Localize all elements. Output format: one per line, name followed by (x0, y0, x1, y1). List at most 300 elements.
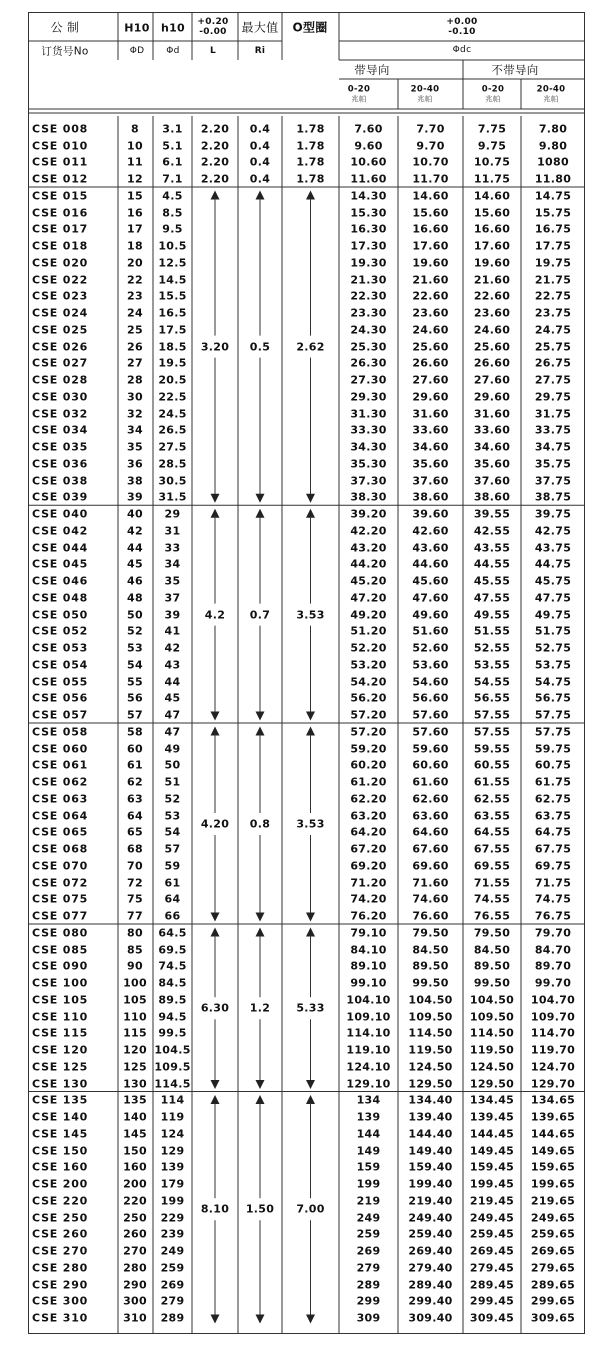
dc-with-guide-0-20: 47.20 (350, 591, 387, 605)
dc-with-guide-20-40: 71.60 (412, 876, 449, 890)
dc-with-guide-0-20: 59.20 (350, 742, 387, 756)
dc-with-guide-20-40: 69.60 (412, 859, 449, 873)
dc-without-guide-20-40: 57.75 (534, 708, 572, 722)
dc-without-guide-0-20: 76.55 (473, 909, 511, 923)
dc-with-guide-0-20: 84.10 (350, 943, 387, 957)
dc-with-guide-0-20: 9.60 (354, 139, 383, 153)
dc-without-guide-20-40: 104.70 (530, 993, 576, 1007)
d-value: 139 (160, 1160, 185, 1174)
span-arrow-down (306, 1080, 315, 1089)
dc-with-guide-20-40: 109.50 (408, 1010, 453, 1024)
subcol-range: 0-20 (481, 84, 505, 95)
dc-without-guide-20-40: 289.65 (530, 1278, 576, 1292)
dc-with-guide-20-40: 11.70 (412, 172, 449, 186)
d-value: 10.5 (158, 239, 187, 253)
dc-without-guide-20-40: 49.75 (534, 608, 572, 622)
dc-with-guide-20-40: 144.40 (408, 1127, 453, 1141)
dc-without-guide-20-40: 199.65 (530, 1177, 576, 1191)
dc-without-guide-20-40: 114.70 (530, 1026, 576, 1040)
order-code: CSE 015 (32, 189, 89, 203)
D-value: 16 (127, 206, 143, 220)
dc-with-guide-20-40: 54.60 (412, 675, 449, 689)
dc-with-guide-0-20: 23.30 (350, 306, 387, 320)
dc-without-guide-20-40: 44.75 (534, 557, 572, 571)
dc-without-guide-0-20: 71.55 (473, 876, 511, 890)
dc-with-guide-0-20: 27.30 (350, 373, 387, 387)
oring-group-value: 7.00 (296, 1202, 325, 1216)
d-value: 259 (160, 1261, 185, 1275)
dc-without-guide-0-20: 35.60 (473, 457, 511, 471)
dc-with-guide-20-40: 139.40 (408, 1110, 453, 1124)
span-arrow-up (256, 928, 265, 937)
dc-with-guide-0-20: 29.30 (350, 390, 387, 404)
dc-with-guide-0-20: 144 (356, 1127, 381, 1141)
dc-with-guide-0-20: 63.20 (350, 809, 387, 823)
span-arrow-down (306, 494, 315, 503)
ri-group-value: 0.4 (249, 155, 271, 169)
dc-without-guide-20-40: 33.75 (534, 423, 572, 437)
L-group-value: 2.20 (200, 155, 230, 169)
dc-without-guide-0-20: 109.50 (469, 1010, 515, 1024)
order-code: CSE 062 (32, 775, 89, 789)
order-code: CSE 300 (32, 1294, 89, 1308)
dc-with-guide-20-40: 57.60 (412, 708, 449, 722)
span-arrow-down (256, 1315, 265, 1324)
order-code: CSE 100 (32, 976, 89, 990)
span-arrow-down (256, 1080, 265, 1089)
D-value: 110 (123, 1010, 147, 1024)
span-arrow-down (256, 913, 265, 922)
dc-without-guide-20-40: 99.70 (534, 976, 572, 990)
d-value: 52 (164, 792, 181, 806)
dc-with-guide-20-40: 51.60 (412, 624, 449, 638)
dc-without-guide-20-40: 64.75 (534, 825, 572, 839)
dc-without-guide-20-40: 56.75 (534, 691, 572, 705)
D-value: 290 (123, 1278, 147, 1292)
dc-with-guide-0-20: 219 (356, 1194, 381, 1208)
order-code: CSE 044 (32, 541, 89, 555)
subcol-unit: 兆帕 (417, 94, 433, 104)
dc-without-guide-20-40: 21.75 (534, 273, 572, 287)
D-value: 310 (123, 1311, 147, 1325)
D-value: 50 (127, 608, 143, 622)
order-code: CSE 250 (32, 1211, 89, 1225)
dc-without-guide-0-20: 61.55 (473, 775, 511, 789)
order-code: CSE 058 (32, 725, 89, 739)
dc-without-guide-0-20: 139.45 (469, 1110, 515, 1124)
dc-without-guide-0-20: 119.50 (469, 1043, 515, 1057)
order-code: CSE 027 (32, 356, 89, 370)
dc-with-guide-0-20: 21.30 (350, 273, 387, 287)
dc-with-guide-20-40: 37.60 (412, 474, 449, 488)
dc-without-guide-20-40: 144.65 (530, 1127, 576, 1141)
dc-with-guide-20-40: 9.70 (416, 139, 445, 153)
dc-without-guide-20-40: 54.75 (534, 675, 572, 689)
D-value: 105 (123, 993, 147, 1007)
dc-with-guide-20-40: 53.60 (412, 658, 449, 672)
dc-without-guide-0-20: 45.55 (473, 574, 511, 588)
dc-without-guide-20-40: 61.75 (534, 775, 572, 789)
order-code: CSE 040 (32, 507, 89, 521)
order-code: CSE 050 (32, 608, 89, 622)
dc-without-guide-20-40: 34.75 (534, 440, 572, 454)
dc-with-guide-20-40: 63.60 (412, 809, 449, 823)
order-code: CSE 036 (32, 457, 89, 471)
d-value: 289 (160, 1311, 185, 1325)
dc-with-guide-20-40: 45.60 (412, 574, 449, 588)
order-code: CSE 057 (32, 708, 89, 722)
dc-with-guide-0-20: 14.30 (350, 189, 387, 203)
dc-with-guide-0-20: 19.30 (350, 256, 387, 270)
order-code: CSE 125 (32, 1060, 89, 1074)
dc-without-guide-20-40: 15.75 (534, 206, 572, 220)
d-value: 24.5 (158, 407, 187, 421)
dc-without-guide-0-20: 104.50 (469, 993, 515, 1007)
dc-without-guide-0-20: 299.45 (469, 1294, 515, 1308)
dc-column-header: Φdc (452, 45, 472, 55)
oring-header: O型圈 (292, 20, 328, 35)
dc-without-guide-0-20: 9.75 (477, 139, 507, 153)
dc-with-guide-20-40: 129.50 (408, 1077, 453, 1091)
dc-with-guide-0-20: 64.20 (350, 825, 387, 839)
d-value: 5.1 (162, 139, 183, 153)
dc-without-guide-20-40: 47.75 (534, 591, 572, 605)
order-code: CSE 018 (32, 239, 89, 253)
D-value: 10 (127, 139, 143, 153)
dc-with-guide-0-20: 53.20 (350, 658, 387, 672)
dc-with-guide-20-40: 104.50 (408, 993, 453, 1007)
dc-without-guide-20-40: 89.70 (534, 959, 572, 973)
dc-without-guide-0-20: 37.60 (473, 474, 511, 488)
d-value: 49 (164, 742, 181, 756)
span-arrow-down (211, 913, 220, 922)
order-code: CSE 017 (32, 222, 89, 236)
dc-without-guide-20-40: 119.70 (530, 1043, 576, 1057)
oring-group-value: 2.62 (296, 340, 325, 354)
dc-with-guide-0-20: 199 (356, 1177, 381, 1191)
dc-without-guide-0-20: 129.50 (469, 1077, 515, 1091)
d-value: 30.5 (158, 474, 187, 488)
order-code: CSE 064 (32, 809, 89, 823)
order-code: CSE 077 (32, 909, 89, 923)
dc-without-guide-0-20: 74.55 (473, 892, 511, 906)
L-column-header: L (209, 46, 217, 56)
subcol-unit: 兆帕 (485, 94, 501, 104)
d-value: 33 (164, 541, 181, 555)
dc-without-guide-20-40: 39.75 (534, 507, 572, 521)
dc-without-guide-0-20: 279.45 (469, 1261, 515, 1275)
dc-with-guide-0-20: 269 (356, 1244, 381, 1258)
d-value: 15.5 (158, 289, 187, 303)
dc-with-guide-20-40: 47.60 (412, 591, 449, 605)
d-value: 61 (164, 876, 181, 890)
dc-with-guide-20-40: 199.40 (408, 1177, 453, 1191)
order-code: CSE 105 (32, 993, 89, 1007)
oring-group-value: 1.78 (296, 139, 325, 153)
dc-with-guide-0-20: 31.30 (350, 407, 387, 421)
d-value: 66 (164, 909, 181, 923)
order-code: CSE 220 (32, 1194, 89, 1208)
d-value: 59 (164, 859, 181, 873)
D-value: 26 (127, 340, 143, 354)
dc-without-guide-0-20: 39.55 (473, 507, 511, 521)
d-value: 239 (160, 1227, 185, 1241)
dc-without-guide-20-40: 124.70 (530, 1060, 576, 1074)
D-value: 77 (127, 909, 143, 923)
dc-without-guide-0-20: 22.60 (473, 289, 511, 303)
dc-without-guide-0-20: 52.55 (473, 641, 511, 655)
order-code: CSE 045 (32, 557, 89, 571)
dc-without-guide-0-20: 38.60 (473, 490, 511, 504)
D-value: 12 (127, 172, 143, 186)
oring-group-value: 5.33 (296, 1001, 325, 1015)
D-value: 17 (127, 222, 143, 236)
L-tolerance-lower: -0.00 (199, 27, 227, 37)
order-code: CSE 026 (32, 340, 89, 354)
dc-without-guide-0-20: 15.60 (473, 206, 511, 220)
span-arrow-up (306, 727, 315, 736)
subcol-range: 0-20 (347, 84, 371, 95)
span-arrow-up (211, 727, 220, 736)
dc-without-guide-0-20: 199.45 (469, 1177, 515, 1191)
dc-without-guide-0-20: 54.55 (473, 675, 511, 689)
dc-with-guide-20-40: 309.40 (408, 1311, 453, 1325)
d-value: 124 (160, 1127, 185, 1141)
dc-with-guide-0-20: 44.20 (350, 557, 387, 571)
order-code: CSE 008 (32, 122, 89, 136)
order-code: CSE 010 (32, 139, 89, 153)
D-value: 72 (127, 876, 143, 890)
ri-group-value: 0.8 (249, 817, 271, 831)
order-code: CSE 060 (32, 742, 89, 756)
D-value: 8 (131, 122, 139, 136)
D-value: 30 (127, 390, 143, 404)
d-tolerance-class: h10 (160, 21, 186, 35)
d-value: 42 (164, 641, 181, 655)
span-arrow-down (211, 1315, 220, 1324)
d-value: 39 (164, 608, 181, 622)
dc-with-guide-0-20: 74.20 (350, 892, 387, 906)
span-arrow-down (211, 1080, 220, 1089)
ri-group-value: 0.5 (249, 340, 271, 354)
order-number-header: 订货号No (41, 45, 89, 58)
dc-without-guide-20-40: 79.70 (534, 926, 572, 940)
dc-without-guide-20-40: 7.80 (538, 122, 568, 136)
dc-with-guide-0-20: 49.20 (350, 608, 387, 622)
span-arrow-down (256, 712, 265, 721)
D-value: 65 (127, 825, 143, 839)
dc-with-guide-0-20: 109.10 (346, 1010, 391, 1024)
D-value: 52 (127, 624, 143, 638)
dc-without-guide-0-20: 25.60 (473, 340, 511, 354)
L-group-value: 4.2 (204, 608, 226, 622)
dc-with-guide-0-20: 79.10 (350, 926, 387, 940)
d-value: 43 (164, 658, 181, 672)
D-value: 56 (127, 691, 143, 705)
dc-without-guide-20-40: 139.65 (530, 1110, 576, 1124)
span-arrow-up (256, 509, 265, 518)
dc-with-guide-20-40: 249.40 (408, 1211, 453, 1225)
order-code: CSE 053 (32, 641, 89, 655)
span-arrow-up (211, 1095, 220, 1104)
dc-with-guide-20-40: 57.60 (412, 725, 449, 739)
dc-with-guide-0-20: 104.10 (346, 993, 391, 1007)
d-value: 109.5 (154, 1060, 191, 1074)
span-arrow-up (211, 928, 220, 937)
dc-without-guide-0-20: 24.60 (473, 323, 511, 337)
d-value: 64.5 (158, 926, 187, 940)
order-code: CSE 065 (32, 825, 89, 839)
D-value: 90 (127, 959, 143, 973)
D-value: 42 (127, 524, 143, 538)
dc-without-guide-0-20: 57.55 (473, 725, 511, 739)
dc-with-guide-20-40: 17.60 (412, 239, 449, 253)
dc-with-guide-0-20: 17.30 (350, 239, 387, 253)
dc-with-guide-0-20: 71.20 (350, 876, 387, 890)
dc-without-guide-0-20: 69.55 (473, 859, 511, 873)
dc-with-guide-20-40: 16.60 (412, 222, 449, 236)
dc-without-guide-20-40: 19.75 (534, 256, 572, 270)
D-value: 44 (127, 541, 143, 555)
D-value: 18 (127, 239, 143, 253)
order-code: CSE 140 (32, 1110, 89, 1124)
dc-with-guide-20-40: 31.60 (412, 407, 449, 421)
d-value: 17.5 (158, 323, 187, 337)
order-code: CSE 130 (32, 1077, 89, 1091)
dc-without-guide-20-40: 60.75 (534, 758, 572, 772)
dc-with-guide-0-20: 15.30 (350, 206, 387, 220)
D-value: 135 (123, 1093, 147, 1107)
d-value: 74.5 (158, 959, 187, 973)
dc-without-guide-20-40: 22.75 (534, 289, 572, 303)
dc-with-guide-0-20: 22.30 (350, 289, 387, 303)
dc-with-guide-20-40: 124.50 (408, 1060, 453, 1074)
d-value: 41 (164, 624, 181, 638)
span-arrow-up (306, 191, 315, 200)
oring-group-value: 1.78 (296, 172, 325, 186)
D-value: 130 (123, 1077, 147, 1091)
oring-group-value: 3.53 (296, 817, 325, 831)
dc-without-guide-0-20: 16.60 (473, 222, 511, 236)
subcol-range: 20-40 (410, 84, 440, 95)
dc-with-guide-0-20: 25.30 (350, 340, 387, 354)
dc-without-guide-0-20: 27.60 (473, 373, 511, 387)
order-code: CSE 120 (32, 1043, 89, 1057)
d-value: 89.5 (158, 993, 187, 1007)
dc-with-guide-0-20: 54.20 (350, 675, 387, 689)
order-code: CSE 016 (32, 206, 89, 220)
order-code: CSE 030 (32, 390, 89, 404)
dc-without-guide-20-40: 134.65 (530, 1093, 576, 1107)
span-arrow-up (306, 509, 315, 518)
D-value: 32 (127, 407, 143, 421)
dc-without-guide-0-20: 62.55 (473, 792, 511, 806)
L-tolerance-upper: +0.20 (197, 17, 229, 27)
dc-without-guide-0-20: 49.55 (473, 608, 511, 622)
d-value: 35 (164, 574, 181, 588)
ri-group-value: 0.4 (249, 122, 271, 136)
span-arrow-up (256, 1095, 265, 1104)
dc-without-guide-0-20: 219.45 (469, 1194, 515, 1208)
order-code: CSE 160 (32, 1160, 89, 1174)
dc-without-guide-0-20: 63.55 (473, 809, 511, 823)
dc-without-guide-20-40: 52.75 (534, 641, 572, 655)
d-value: 69.5 (158, 943, 187, 957)
dc-with-guide-0-20: 34.30 (350, 440, 387, 454)
d-value: 47 (164, 708, 181, 722)
d-value: 249 (160, 1244, 185, 1258)
dc-without-guide-20-40: 43.75 (534, 541, 572, 555)
D-value: 57 (127, 708, 143, 722)
dc-without-guide-0-20: 289.45 (469, 1278, 515, 1292)
d-value: 47 (164, 725, 181, 739)
dc-with-guide-20-40: 61.60 (412, 775, 449, 789)
d-value: 114.5 (154, 1077, 191, 1091)
dc-without-guide-20-40: 69.75 (534, 859, 572, 873)
dc-without-guide-20-40: 14.75 (534, 189, 572, 203)
dc-without-guide-0-20: 21.60 (473, 273, 511, 287)
d-value: 8.5 (162, 206, 183, 220)
dc-with-guide-0-20: 35.30 (350, 457, 387, 471)
dc-with-guide-20-40: 14.60 (412, 189, 449, 203)
order-code: CSE 034 (32, 423, 89, 437)
dc-with-guide-20-40: 59.60 (412, 742, 449, 756)
d-value: 53 (164, 809, 181, 823)
dc-without-guide-0-20: 17.60 (473, 239, 511, 253)
dc-without-guide-0-20: 11.75 (473, 172, 511, 186)
span-arrow-up (211, 509, 220, 518)
dc-tolerance-lower: -0.10 (448, 27, 476, 37)
dc-with-guide-20-40: 60.60 (412, 758, 449, 772)
D-value: 115 (123, 1026, 147, 1040)
order-code: CSE 150 (32, 1144, 89, 1158)
d-value: 44 (164, 675, 181, 689)
dc-without-guide-20-40: 38.75 (534, 490, 572, 504)
order-code: CSE 068 (32, 842, 89, 856)
d-value: 6.1 (162, 155, 183, 169)
dc-without-guide-20-40: 109.70 (530, 1010, 576, 1024)
dc-with-guide-20-40: 289.40 (408, 1278, 453, 1292)
dc-with-guide-0-20: 129.10 (346, 1077, 391, 1091)
dc-without-guide-20-40: 42.75 (534, 524, 572, 538)
dc-with-guide-0-20: 99.10 (350, 976, 387, 990)
L-group-value: 4.20 (200, 817, 230, 831)
dc-with-guide-20-40: 64.60 (412, 825, 449, 839)
d-value: 12.5 (158, 256, 187, 270)
dc-with-guide-0-20: 279 (356, 1261, 381, 1275)
dc-with-guide-0-20: 52.20 (350, 641, 387, 655)
dc-with-guide-20-40: 52.60 (412, 641, 449, 655)
d-value: 129 (160, 1144, 185, 1158)
dc-with-guide-0-20: 89.10 (350, 959, 387, 973)
dc-with-guide-20-40: 62.60 (412, 792, 449, 806)
ri-max-header: 最大值 (241, 20, 279, 35)
dc-with-guide-0-20: 62.20 (350, 792, 387, 806)
D-value: 23 (127, 289, 143, 303)
dc-with-guide-0-20: 37.30 (350, 474, 387, 488)
dc-with-guide-20-40: 84.50 (412, 943, 449, 957)
order-code: CSE 052 (32, 624, 89, 638)
order-code: CSE 054 (32, 658, 89, 672)
dc-with-guide-0-20: 16.30 (350, 222, 387, 236)
d-value: 28.5 (158, 457, 187, 471)
dc-with-guide-0-20: 39.20 (350, 507, 387, 521)
D-value: 300 (123, 1294, 147, 1308)
d-value: 14.5 (158, 273, 187, 287)
dc-without-guide-0-20: 31.60 (473, 407, 511, 421)
dc-with-guide-20-40: 74.60 (412, 892, 449, 906)
dc-without-guide-0-20: 99.50 (473, 976, 511, 990)
